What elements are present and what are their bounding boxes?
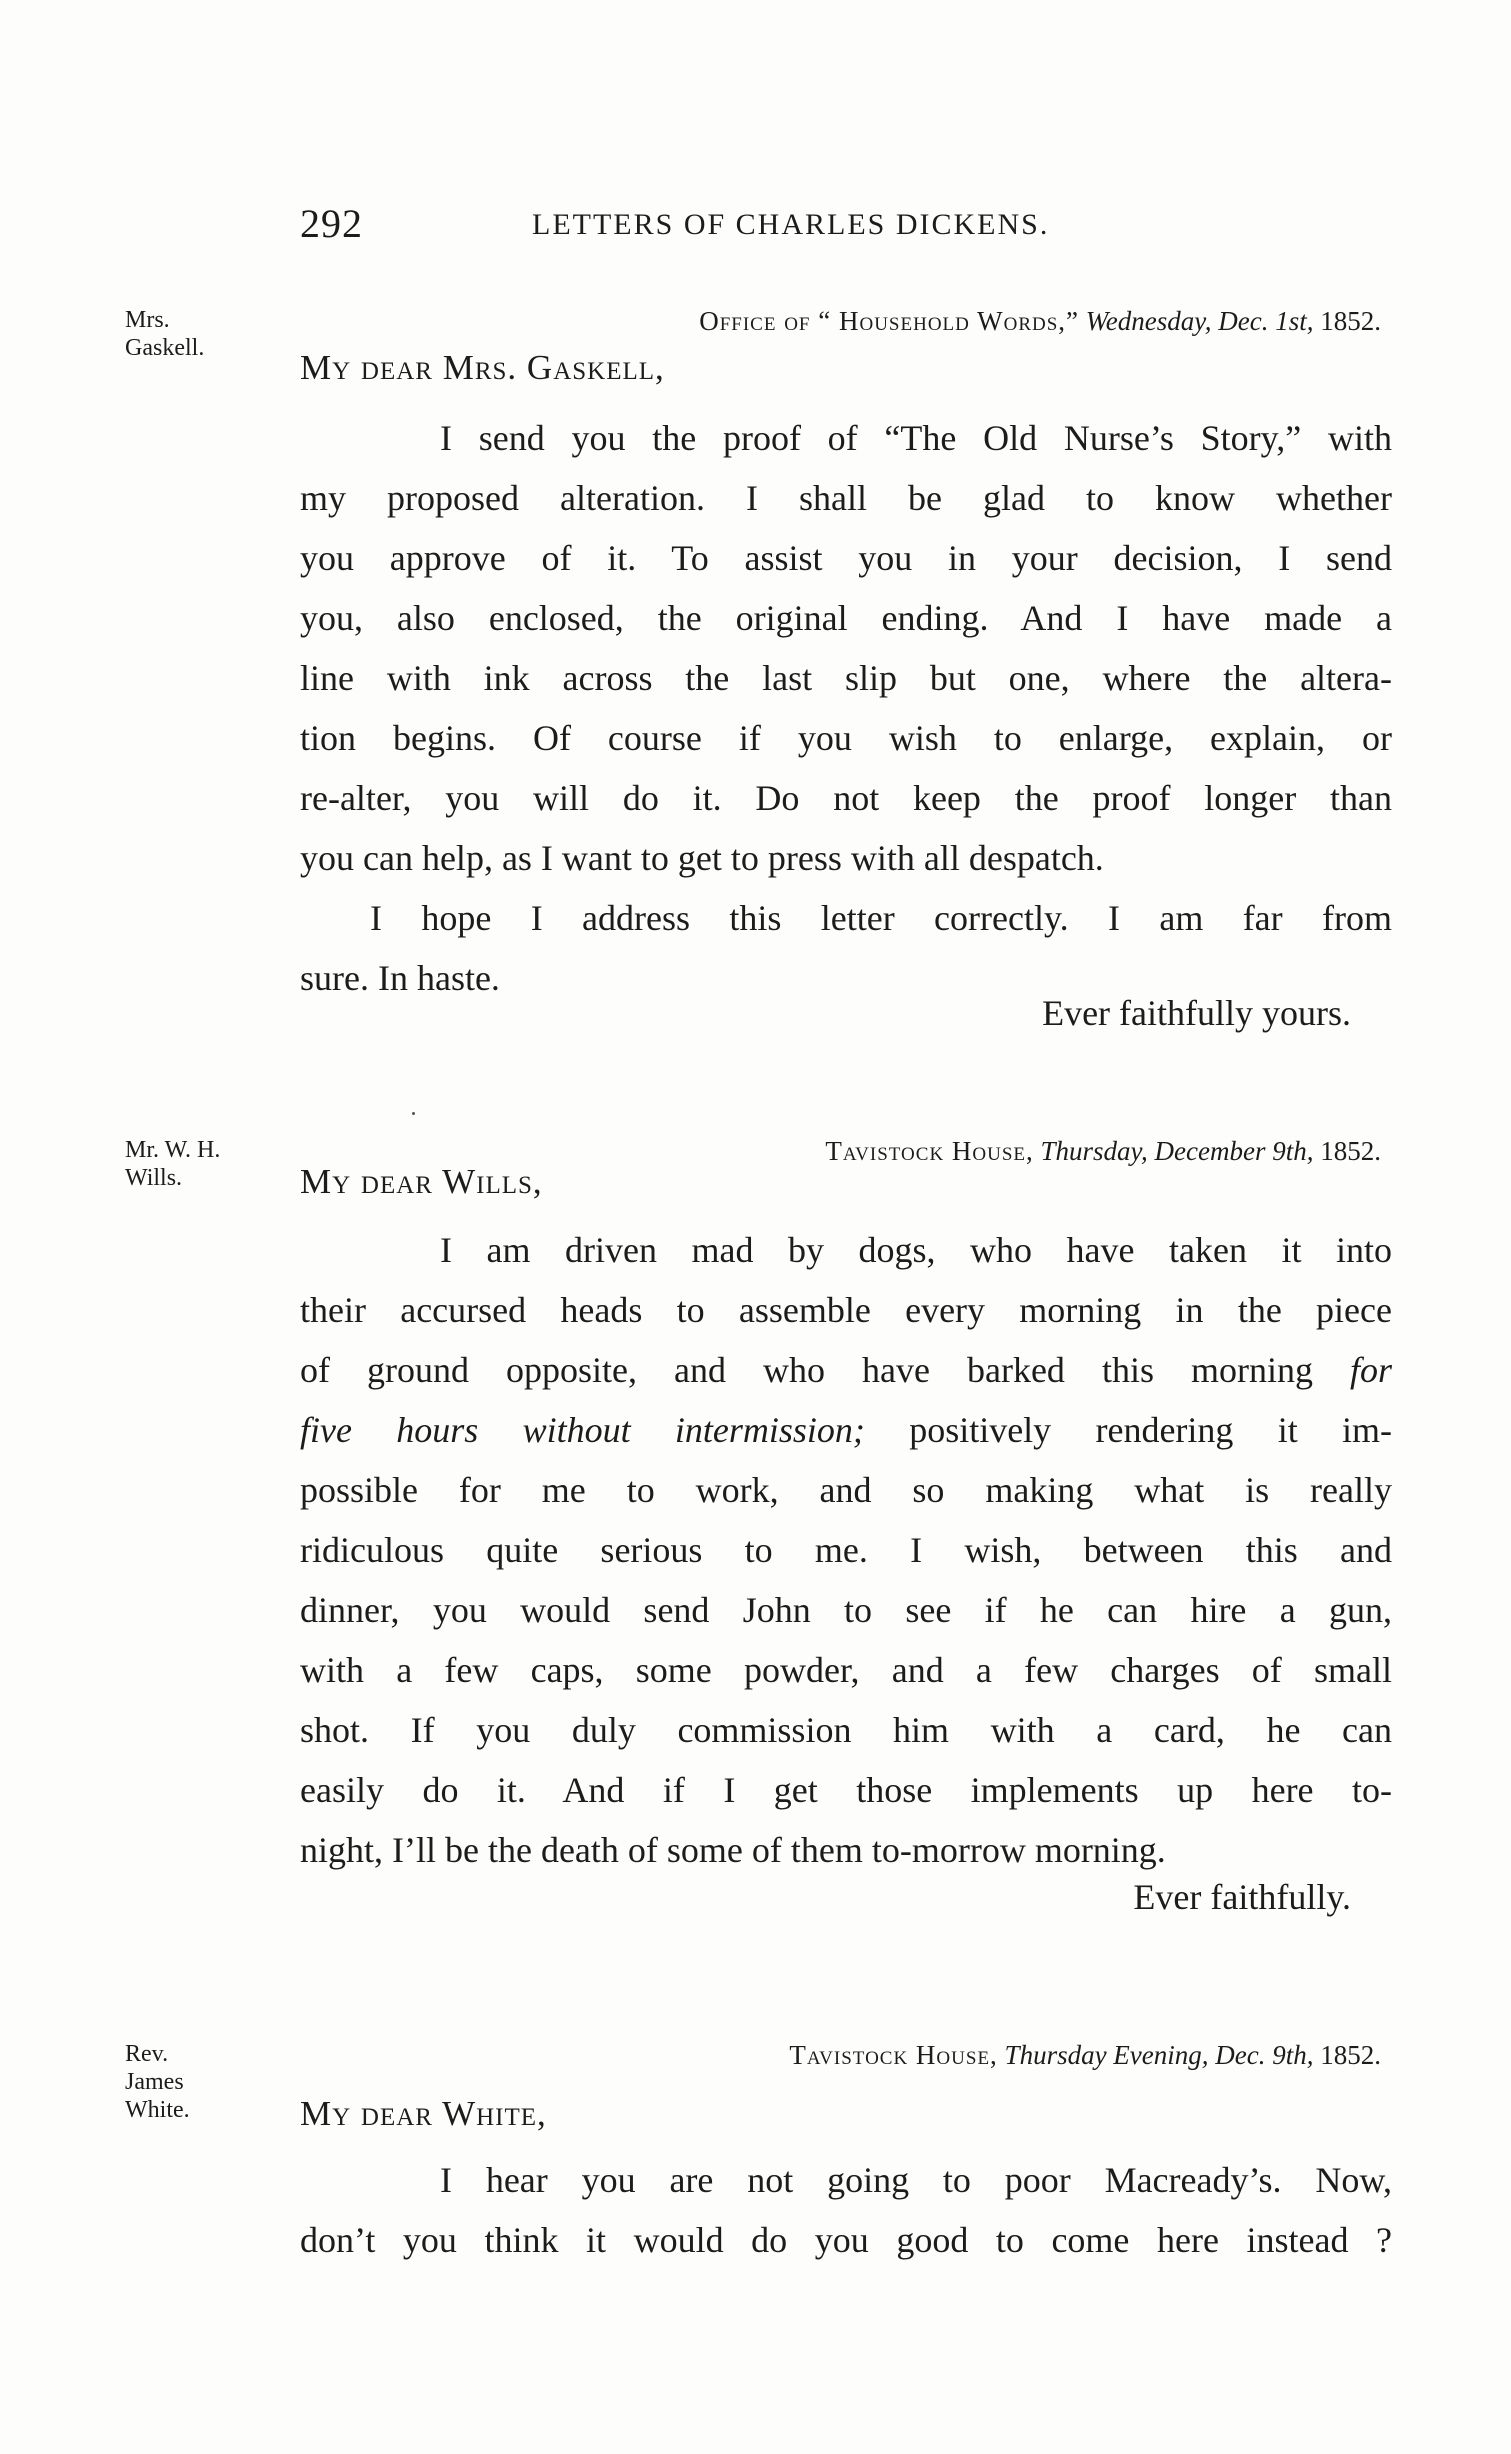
dateline bbox=[789, 2040, 1381, 2071]
running-head bbox=[300, 200, 1390, 260]
running-title: LETTERS OF CHARLES DICKENS. bbox=[532, 208, 1050, 241]
text-line-mixed bbox=[300, 1340, 1392, 1400]
dateline-year: 1852. bbox=[1320, 2040, 1381, 2070]
recipient-sidenote bbox=[125, 1136, 285, 1192]
text-line: line with ink across the last slip but one, where the altera- bbox=[300, 658, 1392, 698]
text-line: you, also enclosed, the original ending. And I have made a bbox=[300, 598, 1392, 638]
closing: Ever faithfully yours. bbox=[1042, 993, 1351, 1033]
text-line: easily do it. And if I get those implements up here to- bbox=[300, 1770, 1392, 1810]
text-run: of ground opposite, and who have barked this morning bbox=[300, 1350, 1313, 1390]
dateline-year: 1852. bbox=[1320, 306, 1381, 336]
italic-run: for bbox=[1349, 1350, 1392, 1390]
text-run: positively rendering it im- bbox=[909, 1410, 1392, 1450]
sidenote-line: Wills. bbox=[125, 1165, 183, 1191]
text-line: I send you the proof of “The Old Nurse’s Story,” with bbox=[440, 418, 1392, 458]
text-line: you approve of it. To assist you in your decision, I send bbox=[300, 538, 1392, 578]
sidenote-line: Mrs. bbox=[125, 307, 170, 333]
dateline-day: Thursday, December 9th, bbox=[1040, 1136, 1314, 1166]
text-line: don’t you think it would do you good to come here instead ? bbox=[300, 2220, 1392, 2260]
text-line: sure. In haste. bbox=[300, 958, 500, 998]
text-line: my proposed alteration. I shall be glad to know whether bbox=[300, 478, 1392, 518]
recipient-sidenote bbox=[125, 306, 285, 362]
closing: Ever faithfully. bbox=[1133, 1877, 1351, 1917]
text-line: tion begins. Of course if you wish to enlarge, explain, or bbox=[300, 718, 1392, 758]
sidenote-line: White. bbox=[125, 2097, 190, 2123]
text-line: their accursed heads to assemble every morning in the piece bbox=[300, 1290, 1392, 1330]
text-line: I am driven mad by dogs, who have taken it into bbox=[440, 1230, 1392, 1270]
letter-body bbox=[300, 408, 1392, 1008]
salutation: My dear White, bbox=[300, 2094, 547, 2133]
sidenote-line: Mr. W. H. bbox=[125, 1137, 221, 1163]
letter-body bbox=[300, 2150, 1392, 2270]
text-line: with a few caps, some powder, and a few charges of small bbox=[300, 1650, 1392, 1690]
page-number: 292 bbox=[300, 201, 363, 246]
ink-speck bbox=[412, 1112, 415, 1115]
text-line: I hear you are not going to poor Macready’s. Now, bbox=[440, 2160, 1392, 2200]
dateline-place: Office of “ Household Words,” bbox=[699, 306, 1080, 336]
dateline-day: Wednesday, Dec. 1st, bbox=[1085, 306, 1314, 336]
text-line: I hope I address this letter correctly. I am far from bbox=[370, 898, 1392, 938]
sidenote-line: James bbox=[125, 2069, 184, 2095]
text-line: you can help, as I want to get to press with all despatch. bbox=[300, 838, 1104, 878]
text-line: shot. If you duly commission him with a card, he can bbox=[300, 1710, 1392, 1750]
text-line-mixed bbox=[300, 1400, 1392, 1460]
text-line: ridiculous quite serious to me. I wish, between this and bbox=[300, 1530, 1392, 1570]
text-line: dinner, you would send John to see if he can hire a gun, bbox=[300, 1590, 1392, 1630]
letter-body bbox=[300, 1220, 1392, 1880]
text-line: re-alter, you will do it. Do not keep the proof longer than bbox=[300, 778, 1392, 818]
dateline-year: 1852. bbox=[1320, 1136, 1381, 1166]
dateline-day: Thursday Evening, Dec. 9th, bbox=[1004, 2040, 1314, 2070]
sidenote-line: Rev. bbox=[125, 2041, 169, 2067]
dateline bbox=[699, 306, 1381, 337]
italic-run: five hours without intermission; bbox=[300, 1410, 865, 1450]
recipient-sidenote bbox=[125, 2040, 285, 2124]
text-line: possible for me to work, and so making what is really bbox=[300, 1470, 1392, 1510]
sidenote-line: Gaskell. bbox=[125, 335, 205, 361]
dateline-place: Tavistock House, bbox=[789, 2040, 998, 2070]
dateline bbox=[825, 1136, 1381, 1167]
salutation: My dear Mrs. Gaskell, bbox=[300, 348, 665, 387]
dateline-place: Tavistock House, bbox=[825, 1136, 1034, 1166]
text-line: night, I’ll be the death of some of them to-morrow morning. bbox=[300, 1830, 1166, 1870]
salutation: My dear Wills, bbox=[300, 1162, 543, 1201]
